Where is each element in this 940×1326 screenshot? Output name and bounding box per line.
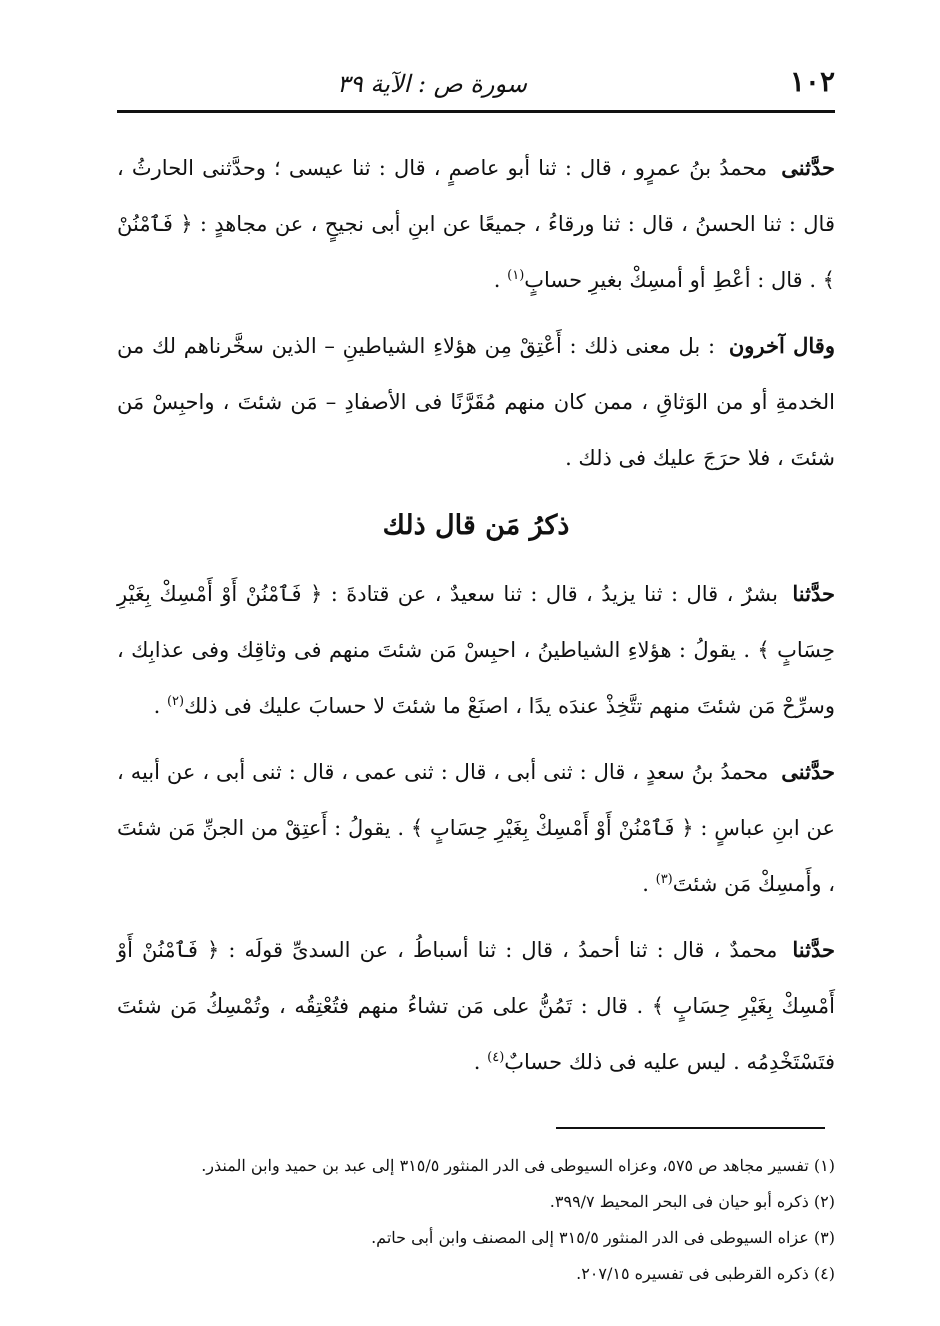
paragraph xyxy=(117,318,835,486)
page-header xyxy=(117,62,835,98)
paragraph-lead: حدَّثنى xyxy=(781,759,835,784)
footnote-3: (٣) عزاه السيوطى فى الدر المنثور ٣١٥/٥ إلى المصنف وابن أبى حاتم. xyxy=(371,1228,835,1247)
footnote-rule xyxy=(556,1127,825,1129)
paragraph-end: . xyxy=(473,1050,488,1074)
paragraph-end: . xyxy=(153,694,167,718)
paragraph-text: بشرٌ ، قال : ثنا يزيدُ ، قال : ثنا سعيدٌ ، عن قتادةَ : ﴿ فَٱمْنُنْ أَوْ أَمْسِكْ بِغَيْرِ حِسَابٍ ﴾ . يقولُ : هؤلاءِ الشياطينُ ، احبِسْ مَن شئتَ منهم فى وثاقِك وفى عذابِك ، وسرِّحْ مَن شئتَ منهم تتَّخِذْ عندَه يدًا ، اصنَعْ ما شئتَ لا حسابَ عليك فى ذلك xyxy=(117,582,835,718)
footnote-ref: (١) xyxy=(507,268,525,283)
section-heading: ذكرُ مَن قال ذلك xyxy=(382,510,570,541)
footnote-4: (٤) ذكره القرطبى فى تفسيره ٢٠٧/١٥. xyxy=(576,1264,835,1283)
paragraph-text: محمدٌ ، قال : ثنا أحمدُ ، قال : ثنا أسباطُ ، عن السدىِّ قولَه : ﴿ فَٱمْنُنْ أَوْ أَمْسِكْ بِغَيْرِ حِسَابٍ ﴾ . قال : تَمُنُّ على مَن تشاءُ منهم فتُعْتِقُه ، وتُمْسِكُ مَن شئتَ فتَسْتَخْدِمُه . ليس عليه فى ذلك حسابٌ xyxy=(117,938,835,1074)
body-text xyxy=(117,140,835,1100)
paragraph-end: . xyxy=(493,268,508,292)
paragraph-text: محمدُ بنُ عمرٍو ، قال : ثنا أبو عاصمٍ ، قال : ثنا عيسى ؛ وحدَّثنى الحارثُ ، قال : ثنا الحسنُ ، قال : ثنا ورقاءُ ، جميعًا عن ابنِ أبى نجيحٍ ، عن مجاهدٍ : ﴿ فَٱمْنُنْ ﴾ . قال : أعْطِ أو أمسِكْ بغيرِ حسابٍ xyxy=(117,156,835,292)
paragraph-text: : بل معنى ذلك : أَعْتِقْ مِن هؤلاءِ الشياطينِ – الذين سخَّرناهم لك من الخدمةِ أو من الوَثاقِ ، ممن كان منهم مُقَرَّنًا فى الأصفادِ – مَن شئتَ ، واحبِسْ مَن شئتَ ، فلا حرَجَ عليك فى ذلك . xyxy=(117,334,835,470)
paragraph-text: محمدُ بنُ سعدٍ ، قال : ثنى أبى ، قال : ثنى عمى ، قال : ثنى أبى ، عن أبيه ، عن ابنِ عباسٍ : ﴿ فَٱمْنُنْ أَوْ أَمْسِكْ بِغَيْرِ حِسَابٍ ﴾ . يقولُ : أَعتِقْ من الجنِّ مَن شئتَ ، وأَمسِكْ مَن شئتَ xyxy=(117,760,835,896)
paragraph-lead: حدَّثنا xyxy=(792,581,835,606)
paragraph xyxy=(117,140,835,308)
running-title: سورة ص : الآية ٣٩ xyxy=(337,70,527,98)
footnotes xyxy=(117,1148,835,1292)
paragraph-lead: حدَّثنا xyxy=(792,937,835,962)
footnote-2: (٢) ذكره أبو حيان فى البحر المحيط ٣٩٩/٧. xyxy=(549,1192,835,1211)
paragraph-lead: وقال آخرون xyxy=(728,333,835,358)
paragraph xyxy=(117,922,835,1090)
footnote-ref: (٤) xyxy=(487,1050,505,1065)
page-number: ١٠٢ xyxy=(789,65,835,98)
paragraph xyxy=(117,744,835,912)
header-rule xyxy=(117,110,835,113)
paragraph-lead: حدَّثنى xyxy=(781,155,835,180)
paragraph-end: . xyxy=(642,872,656,896)
footnote-1: (١) تفسير مجاهد ص ٥٧٥، وعزاه السيوطى فى الدر المنثور ٣١٥/٥ إلى عبد بن حميد وابن المنذر. xyxy=(201,1156,835,1175)
footnote-ref: (٢) xyxy=(166,694,185,709)
paragraph xyxy=(117,566,835,734)
footnote-ref: (٣) xyxy=(655,872,673,887)
